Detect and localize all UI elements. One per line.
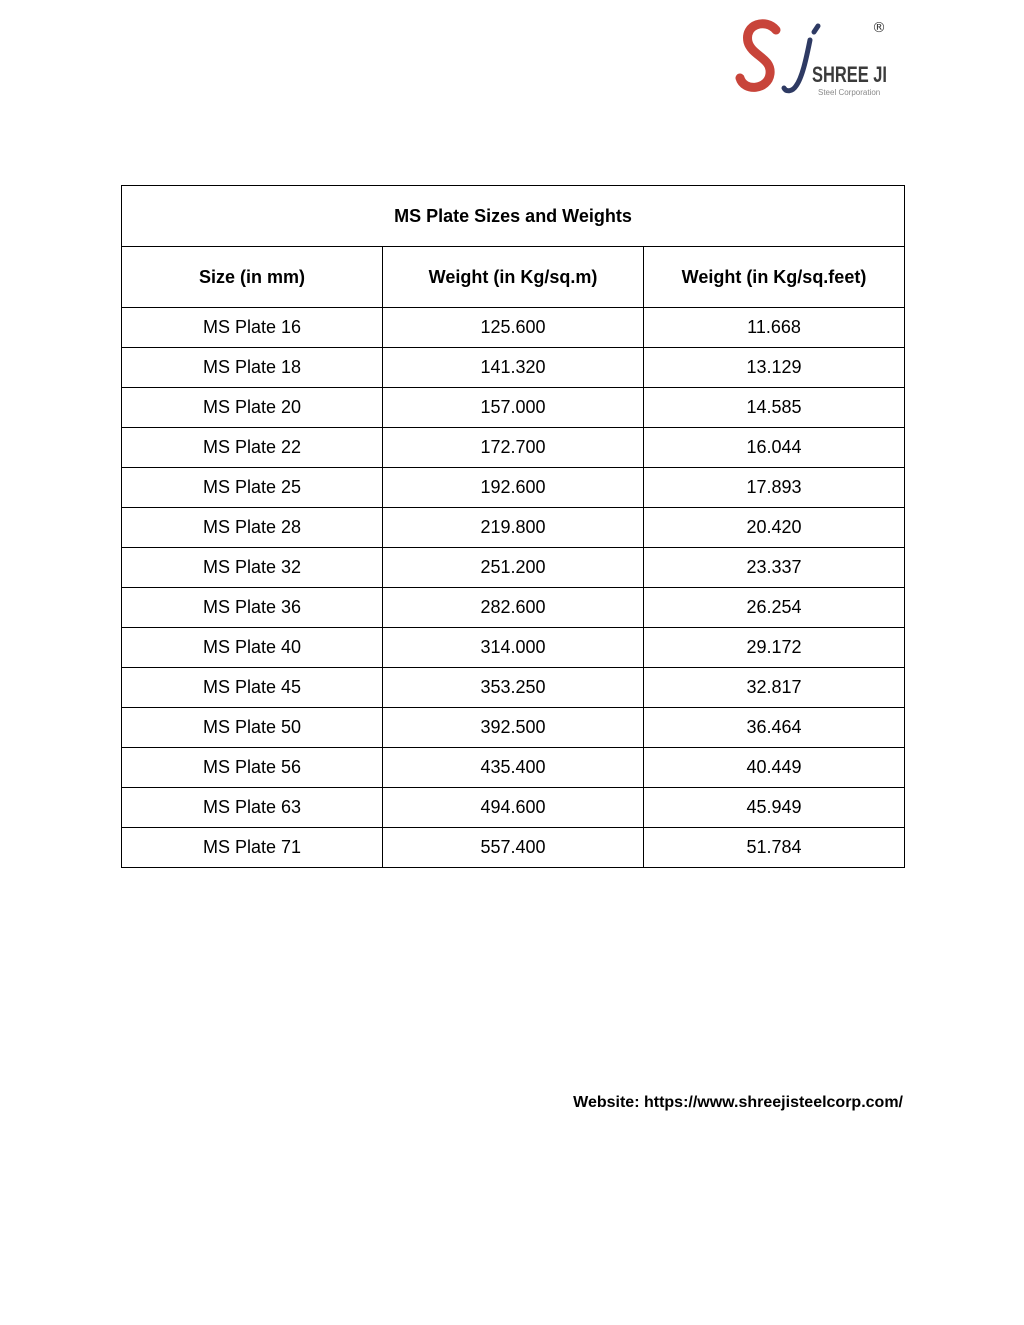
size-cell: MS Plate 36 <box>122 588 383 628</box>
weight-sqft-cell: 11.668 <box>644 308 905 348</box>
size-cell: MS Plate 18 <box>122 348 383 388</box>
table-row <box>122 508 905 548</box>
size-cell: MS Plate 32 <box>122 548 383 588</box>
size-cell: MS Plate 25 <box>122 468 383 508</box>
logo-s-letter <box>740 24 776 88</box>
table-row <box>122 548 905 588</box>
weight-sqm-cell: 125.600 <box>383 308 644 348</box>
size-cell: MS Plate 63 <box>122 788 383 828</box>
weight-sqm-cell: 251.200 <box>383 548 644 588</box>
size-cell: MS Plate 45 <box>122 668 383 708</box>
weight-sqft-cell: 16.044 <box>644 428 905 468</box>
column-header-size: Size (in mm) <box>122 247 383 308</box>
size-cell: MS Plate 22 <box>122 428 383 468</box>
plate-sizes-table <box>121 185 905 868</box>
table-row <box>122 348 905 388</box>
weight-sqft-cell: 13.129 <box>644 348 905 388</box>
size-cell: MS Plate 20 <box>122 388 383 428</box>
weight-sqft-cell: 40.449 <box>644 748 905 788</box>
table-row <box>122 428 905 468</box>
table-row <box>122 588 905 628</box>
plate-table-container <box>121 185 905 868</box>
weight-sqm-cell: 282.600 <box>383 588 644 628</box>
size-cell: MS Plate 56 <box>122 748 383 788</box>
weight-sqft-cell: 26.254 <box>644 588 905 628</box>
size-cell: MS Plate 16 <box>122 308 383 348</box>
weight-sqft-cell: 36.464 <box>644 708 905 748</box>
weight-sqft-cell: 17.893 <box>644 468 905 508</box>
shree-ji-logo <box>736 16 896 100</box>
weight-sqm-cell: 157.000 <box>383 388 644 428</box>
registered-mark: ® <box>872 20 886 36</box>
weight-sqft-cell: 20.420 <box>644 508 905 548</box>
size-cell: MS Plate 40 <box>122 628 383 668</box>
size-cell: MS Plate 50 <box>122 708 383 748</box>
weight-sqm-cell: 172.700 <box>383 428 644 468</box>
size-cell: MS Plate 71 <box>122 828 383 868</box>
weight-sqft-cell: 45.949 <box>644 788 905 828</box>
table-row <box>122 388 905 428</box>
logo-brand-text: SHREE JI <box>812 62 887 87</box>
weight-sqm-cell: 435.400 <box>383 748 644 788</box>
column-header-weight-sqm: Weight (in Kg/sq.m) <box>383 247 644 308</box>
weight-sqm-cell: 219.800 <box>383 508 644 548</box>
table-header-row <box>122 247 905 308</box>
table-row <box>122 828 905 868</box>
table-title: MS Plate Sizes and Weights <box>122 186 905 247</box>
table-title-row <box>122 186 905 247</box>
table-row <box>122 788 905 828</box>
table-row <box>122 468 905 508</box>
weight-sqm-cell: 141.320 <box>383 348 644 388</box>
weight-sqm-cell: 314.000 <box>383 628 644 668</box>
logo-tagline: Steel Corporation <box>818 88 881 97</box>
table-row <box>122 668 905 708</box>
table-row <box>122 748 905 788</box>
weight-sqm-cell: 557.400 <box>383 828 644 868</box>
column-header-weight-sqft: Weight (in Kg/sq.feet) <box>644 247 905 308</box>
weight-sqm-cell: 392.500 <box>383 708 644 748</box>
table-row <box>122 708 905 748</box>
weight-sqft-cell: 14.585 <box>644 388 905 428</box>
weight-sqft-cell: 29.172 <box>644 628 905 668</box>
company-logo <box>736 16 896 100</box>
weight-sqm-cell: 353.250 <box>383 668 644 708</box>
table-row <box>122 308 905 348</box>
table-row <box>122 628 905 668</box>
weight-sqm-cell: 192.600 <box>383 468 644 508</box>
weight-sqm-cell: 494.600 <box>383 788 644 828</box>
weight-sqft-cell: 51.784 <box>644 828 905 868</box>
size-cell: MS Plate 28 <box>122 508 383 548</box>
weight-sqft-cell: 23.337 <box>644 548 905 588</box>
weight-sqft-cell: 32.817 <box>644 668 905 708</box>
website-footer: Website: https://www.shreejisteelcorp.com/ <box>573 1094 903 1111</box>
